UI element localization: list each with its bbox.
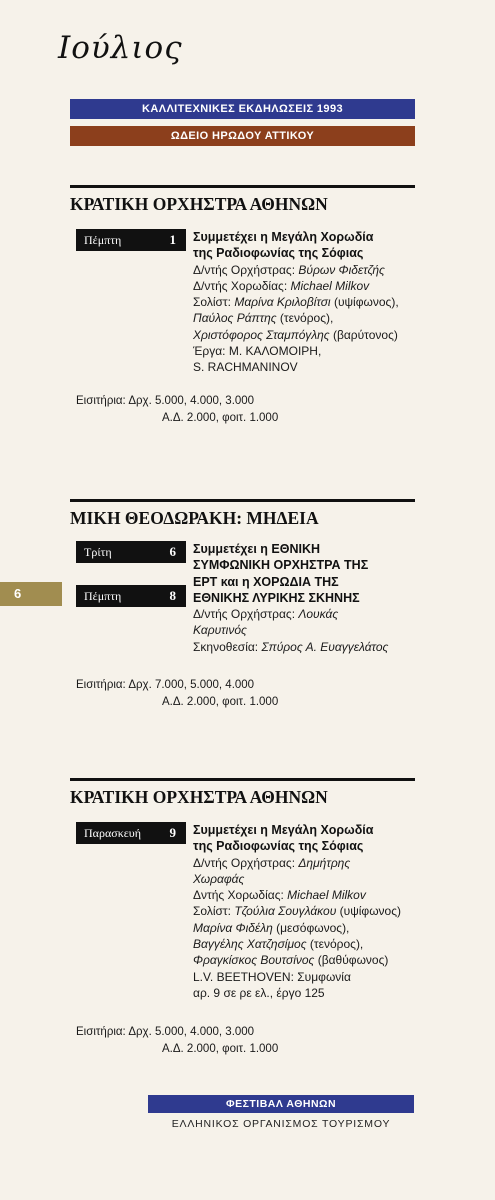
ticket-prices: Εισιτήρια: Δρχ. 7.000, 5.000, 4.000 Α.Δ. 2.000, φοιτ. 1.000: [76, 679, 279, 708]
orchestra-conductor: Δ/ντής Ορχήστρας: Δημήτρης: [193, 855, 351, 870]
choir-conductor: Δντής Χορωδίας: Michael Milkov: [193, 888, 366, 903]
date-badge: [76, 541, 186, 563]
date-number: 6: [169, 544, 176, 559]
choir-conductor: Δ/ντής Χορωδίας: Michael Milkov: [193, 278, 370, 293]
date-day: Παρασκευή: [84, 825, 141, 840]
concert-info: [193, 541, 423, 655]
works-line: L.V. BEETHOVEN: Συμφωνία: [193, 969, 351, 984]
page-number-tab: 6: [0, 582, 62, 606]
soloist-line: Σολίστ: Μαρίνα Κριλοβίτσι (υψίφωνος),: [193, 295, 399, 310]
director-line: Σκηνοθεσία: Σπύρος Α. Ευαγγελάτος: [193, 639, 389, 654]
soloist-line: Σολίστ: Τζούλια Σουγλάκου (υψίφωνος): [193, 904, 402, 919]
participation-line: ΣΥΜΦΩΝΙΚΗ ΟΡΧΗΣΤΡΑ ΤΗΣ: [193, 558, 369, 573]
participation-line: Συμμετέχει η Μεγάλη Χορωδία: [193, 230, 374, 244]
participation-line: Συμμετέχει η Μεγάλη Χορωδία: [193, 823, 374, 837]
event-series-bar: ΚΑΛΛΙΤΕΧΝΙΚΕΣ ΕΚΔΗΛΩΣΕΙΣ 1993: [70, 99, 415, 119]
date-number: 9: [169, 825, 176, 840]
concert-section-2: [70, 499, 415, 719]
soloist-line: Παύλος Ράπτης (τενόρος),: [193, 311, 334, 326]
section-title: ΚΡΑΤΙΚΗ ΟΡΧΗΣΤΡΑ ΑΘΗΝΩΝ: [70, 185, 415, 215]
works-line: Έργα: Μ. ΚΑΛΟΜΟΙΡΗ,: [193, 344, 322, 359]
orchestra-conductor-cont: Καρυτινός: [193, 623, 247, 638]
concert-info: [193, 822, 423, 1001]
participation-line: ΕΘΝΙΚΗΣ ΛΥΡΙΚΗΣ ΣΚΗΝΗΣ: [193, 590, 360, 605]
concert-section-1: [70, 185, 415, 445]
orchestra-conductor: Δ/ντής Ορχήστρας: Λουκάς: [193, 607, 339, 622]
participation-line: της Ραδιοφωνίας της Σόφιας: [193, 839, 364, 854]
date-number: 1: [169, 232, 176, 247]
date-badge: [76, 585, 186, 607]
works-line: αρ. 9 σε ρε ελ., έργο 125: [193, 985, 325, 1000]
participation-line: της Ραδιοφωνίας της Σόφιας: [193, 246, 364, 261]
orchestra-conductor: Δ/ντής Ορχήστρας: Βύρων Φιδετζής: [193, 262, 385, 277]
festival-bar: ΦΕΣΤΙΒΑΛ ΑΘΗΝΩΝ: [148, 1095, 414, 1113]
soloist-line: Φραγκίσκος Βουτσίνος (βαθύφωνος): [193, 953, 389, 968]
soloist-line: Χριστόφορος Σταμπόγλης (βαρύτονος): [193, 327, 398, 342]
date-number: 8: [169, 588, 176, 603]
concert-section-3: [70, 778, 415, 1068]
venue-bar: ΩΔΕΙΟ ΗΡΩΔΟΥ ΑΤΤΙΚΟΥ: [70, 126, 415, 146]
date-day: Πέμπτη: [84, 588, 122, 603]
participation-line: Συμμετέχει η ΕΘΝΙΚΗ: [193, 542, 321, 556]
ticket-prices: Εισιτήρια: Δρχ. 5.000, 4.000, 3.000 Α.Δ. 2.000, φοιτ. 1.000: [76, 1026, 279, 1055]
month-title: Ιούλιος: [58, 30, 183, 66]
ticket-prices: Εισιτήρια: Δρχ. 5.000, 4.000, 3.000 Α.Δ. 2.000, φοιτ. 1.000: [76, 395, 279, 424]
concert-info: [193, 229, 423, 376]
works-line: S. RACHMANINOV: [193, 360, 298, 375]
orchestra-conductor-cont: Χωραφάς: [193, 871, 245, 886]
date-badge: [76, 229, 186, 251]
participation-line: ΕΡΤ και η ΧΟΡΩΔΙΑ ΤΗΣ: [193, 574, 339, 589]
section-title: ΜΙΚΗ ΘΕΟΔΩΡΑΚΗ: ΜΗΔΕΙΑ: [70, 499, 415, 529]
date-day: Πέμπτη: [84, 232, 122, 247]
soloist-line: Βαγγέλης Χατζησίμος (τενόρος),: [193, 937, 364, 952]
organization-name: ΕΛΛΗΝΙΚΟΣ ΟΡΓΑΝΙΣΜΟΣ ΤΟΥΡΙΣΜΟΥ: [171, 1118, 391, 1130]
date-badge: [76, 822, 186, 844]
date-day: Τρίτη: [84, 544, 112, 559]
section-title: ΚΡΑΤΙΚΗ ΟΡΧΗΣΤΡΑ ΑΘΗΝΩΝ: [70, 778, 415, 808]
soloist-line: Μαρίνα Φιδέλη (μεσόφωνος),: [193, 920, 350, 935]
